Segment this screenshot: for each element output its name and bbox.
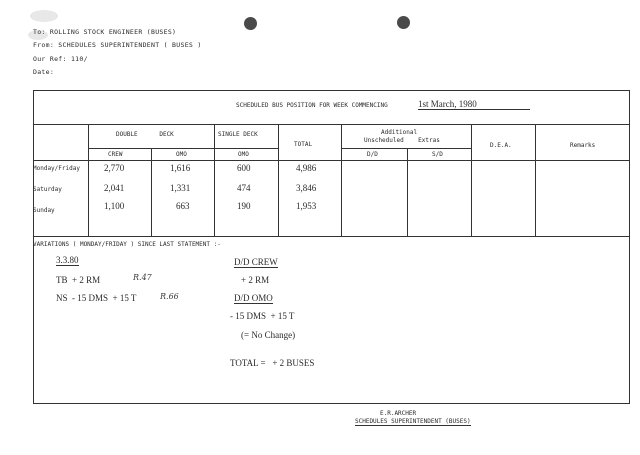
memo-ref-line <box>33 55 88 63</box>
col-divider <box>278 124 279 236</box>
table-top-rule <box>33 124 630 125</box>
subheader-crew: CREW <box>108 151 123 158</box>
memo-ref-value: 110/ <box>70 55 88 63</box>
header-unscheduled-extras: Unscheduled Extras <box>364 137 440 144</box>
variations-heading: VARIATIONS ( MONDAY/FRIDAY ) SINCE LAST STATEMENT :- <box>33 241 221 248</box>
row-sd-omo: 190 <box>237 201 251 211</box>
subheader-rule-right <box>341 148 471 149</box>
header-double-deck: DOUBLE DECK <box>116 131 174 138</box>
no-change-note: (= No Change) <box>241 330 296 340</box>
table-title: SCHEDULED BUS POSITION FOR WEEK COMMENCING <box>236 102 388 109</box>
handwritten-note: R.66 <box>160 292 179 301</box>
row-day: Saturday <box>33 186 62 193</box>
punch-hole-right <box>397 16 410 29</box>
row-sd-omo: 474 <box>237 183 251 193</box>
dd-omo-value: - 15 DMS + 15 T <box>230 311 295 321</box>
week-commencing: 1st March, 1980 <box>418 99 530 110</box>
header-total: TOTAL <box>294 141 313 148</box>
row-crew: 2,041 <box>104 183 125 193</box>
variations-total: TOTAL = + 2 BUSES <box>230 358 315 368</box>
header-additional: Additional <box>381 129 418 136</box>
subheader-sd: S/D <box>432 151 443 158</box>
row-sd-omo: 600 <box>237 163 251 173</box>
dd-crew-value: + 2 RM <box>241 275 270 285</box>
scan-smudge <box>30 10 58 22</box>
row-total: 1,953 <box>296 201 317 211</box>
memo-from-line <box>33 41 202 49</box>
row-dd-omo: 1,616 <box>170 163 191 173</box>
memo-from-label: From: <box>33 41 55 49</box>
header-dea: D.E.A. <box>490 142 512 149</box>
col-divider <box>151 148 152 236</box>
header-single-deck: SINGLE DECK <box>218 131 258 138</box>
subheader-rule-left <box>88 148 278 149</box>
variation-line-ns: NS - 15 DMS + 15 T <box>56 293 137 303</box>
header-bottom-rule <box>33 160 630 161</box>
dd-crew-heading: D/D CREW <box>234 257 278 267</box>
variation-line-tb: TB + 2 RM <box>56 275 101 285</box>
row-crew: 2,770 <box>104 163 125 173</box>
row-total: 4,986 <box>296 163 317 173</box>
header-remarks: Remarks <box>570 142 596 149</box>
table-bottom-rule <box>33 236 630 237</box>
signatory-name: E.R.ARCHER <box>380 410 417 417</box>
col-divider <box>88 124 89 236</box>
memo-ref-label: Our Ref: <box>33 55 67 63</box>
handwritten-note: R.47 <box>133 273 152 282</box>
col-divider <box>214 124 215 236</box>
punch-hole-left <box>244 17 257 30</box>
subheader-dd-omo: OMO <box>176 151 187 158</box>
variation-date: 3.3.80 <box>56 255 79 265</box>
memo-to-line <box>33 28 176 36</box>
memo-to-value: ROLLING STOCK ENGINEER (BUSES) <box>49 28 177 36</box>
col-divider <box>341 124 342 236</box>
dd-omo-heading: D/D OMO <box>234 293 273 303</box>
subheader-dd: D/D <box>367 151 378 158</box>
row-day: Sunday <box>33 207 55 214</box>
row-crew: 1,100 <box>104 201 125 211</box>
row-dd-omo: 663 <box>176 201 190 211</box>
memo-date-label: Date: <box>33 68 55 76</box>
col-divider <box>407 148 408 236</box>
row-dd-omo: 1,331 <box>170 183 191 193</box>
row-total: 3,846 <box>296 183 317 193</box>
memo-to-label: To: <box>33 28 46 36</box>
col-divider <box>471 124 472 236</box>
row-day: Monday/Friday <box>33 165 80 172</box>
col-divider <box>535 124 536 236</box>
subheader-sd-omo: OMO <box>238 151 249 158</box>
signatory-title: SCHEDULES SUPERINTENDENT (BUSES) <box>355 418 471 425</box>
memo-from-value: SCHEDULES SUPERINTENDENT ( BUSES ) <box>58 41 202 49</box>
